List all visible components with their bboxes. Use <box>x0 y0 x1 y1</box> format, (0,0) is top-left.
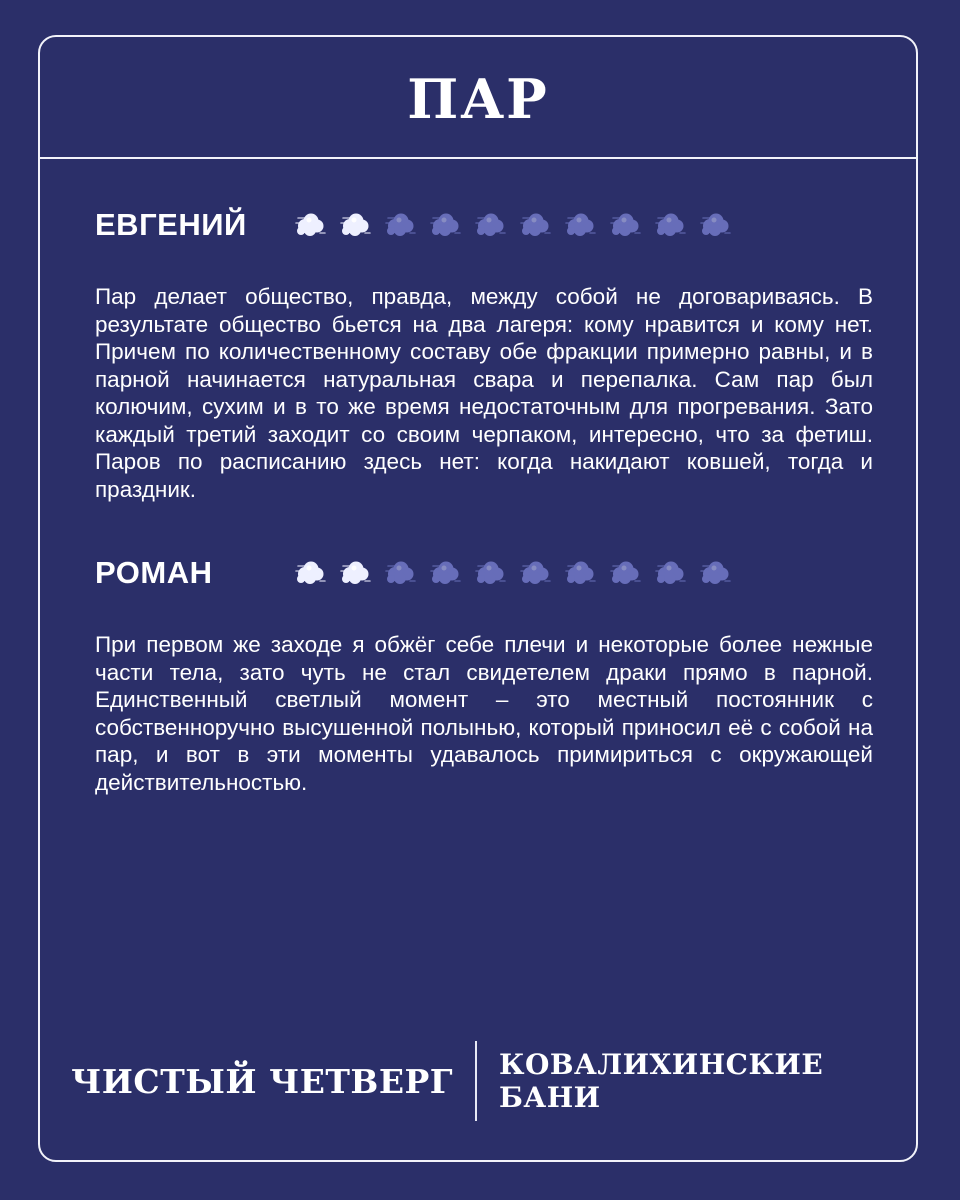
steam-cloud-icon <box>475 212 506 238</box>
steam-cloud-icon <box>565 560 596 586</box>
steam-rating <box>295 212 731 238</box>
steam-cloud-icon <box>385 212 416 238</box>
steam-cloud-icon <box>610 212 641 238</box>
steam-cloud-icon <box>385 560 416 586</box>
steam-cloud-icon <box>655 560 686 586</box>
brand-kovalikhinskie-bani: КОВАЛИХИНСКИЕ БАНИ <box>498 1048 824 1114</box>
card-header <box>40 37 916 159</box>
reviewer-name: ЕВГЕНИЙ <box>95 207 247 242</box>
page-title: ПАР <box>407 67 549 131</box>
review-roman <box>95 553 873 796</box>
steam-cloud-icon <box>475 560 506 586</box>
review-text: Пар делает общество, правда, между собой не договариваясь. В результате общество бьется на два лагеря: кому нравится и кому нет. Причем по количественному составу обе фракции примерно равны, и в парной начинается натуральная свара и перепалка. Сам пар был колючим, сухим и в то же время недостаточным для прогревания. Зато каждый третий заходит со своим черпаком, интересно, что за фетиш. Паров по расписанию здесь нет: когда накидают ковшей, тогда и праздник. <box>95 284 873 502</box>
reviewer-name: РОМАН <box>95 555 213 590</box>
steam-cloud-icon <box>430 212 461 238</box>
steam-cloud-icon <box>700 212 731 238</box>
steam-cloud-icon <box>520 560 551 586</box>
steam-cloud-icon <box>700 560 731 586</box>
review-header <box>95 205 873 245</box>
steam-cloud-icon <box>565 212 596 238</box>
steam-cloud-icon <box>430 560 461 586</box>
steam-cloud-icon <box>520 212 551 238</box>
review-evgeniy <box>95 205 873 503</box>
steam-cloud-icon <box>340 212 371 238</box>
review-card <box>38 35 918 1162</box>
steam-rating <box>295 560 731 586</box>
footer-divider <box>475 1041 477 1121</box>
brand-chistyy-chetverg: ЧИСТЫЙ ЧЕТВЕРГ <box>71 1061 454 1101</box>
steam-cloud-icon <box>655 212 686 238</box>
steam-cloud-icon <box>295 560 326 586</box>
review-text: При первом же заходе я обжёг себе плечи и некоторые более нежные части тела, зато чуть не стал свидетелем драки прямо в парной. Единственный светлый момент – это местный постоянник с собственноручно высушенной полынью, который приносил её с собой на пар, и вот в эти моменты удавалось примириться с окружающей действительностью. <box>95 632 873 795</box>
review-header <box>95 553 873 593</box>
footer <box>40 1040 916 1122</box>
steam-cloud-icon <box>295 212 326 238</box>
steam-cloud-icon <box>340 560 371 586</box>
steam-cloud-icon <box>610 560 641 586</box>
